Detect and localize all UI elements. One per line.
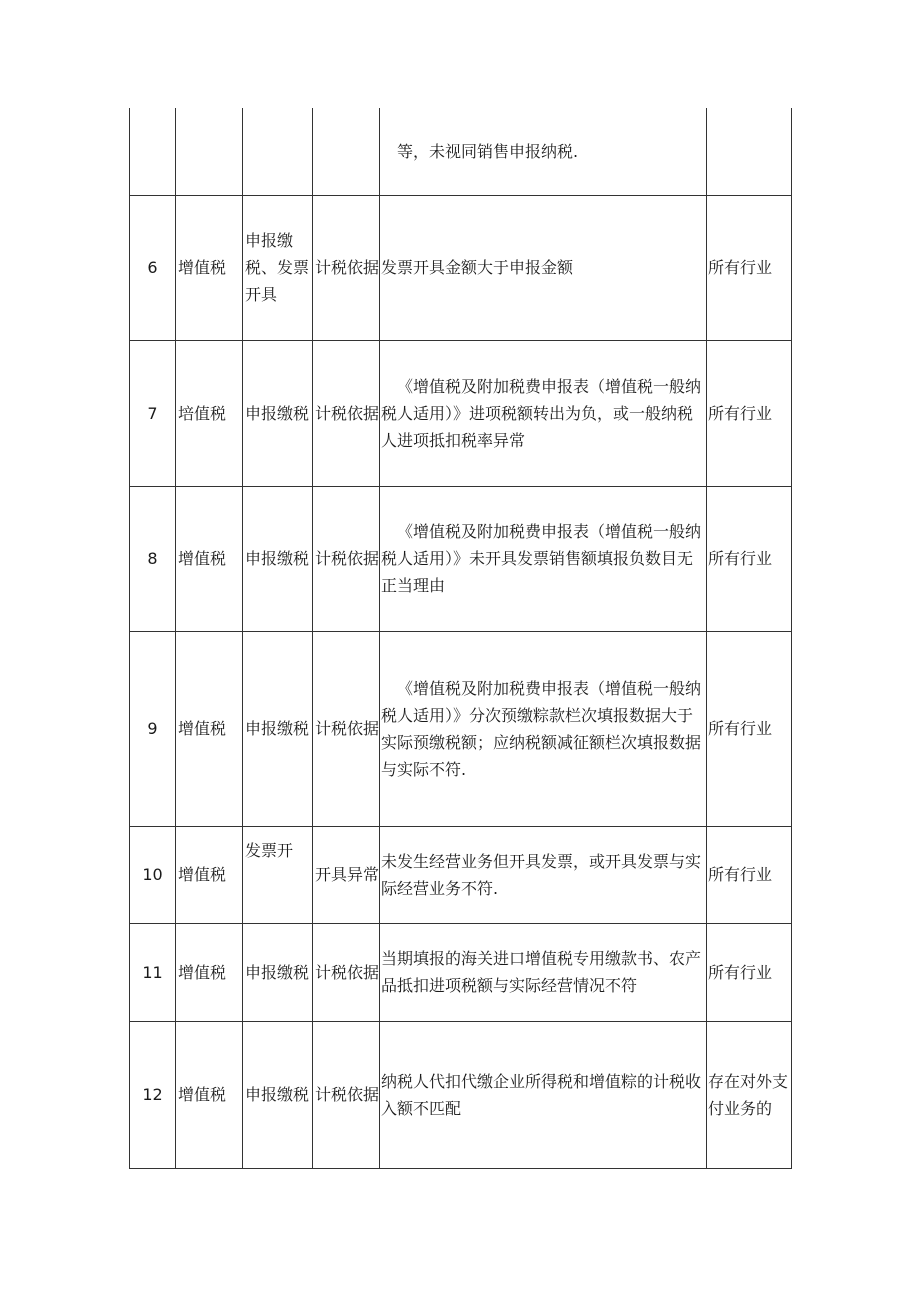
risk-category: 计税依据 bbox=[313, 340, 380, 486]
risk-category: 计税依据 bbox=[313, 195, 380, 340]
risk-link bbox=[243, 108, 313, 195]
risk-link: 申报缴税 bbox=[243, 486, 313, 631]
tax-type: 增值税 bbox=[176, 826, 243, 923]
row-number: 10 bbox=[130, 826, 176, 923]
table-row bbox=[130, 1021, 792, 1168]
row-number: 7 bbox=[130, 340, 176, 486]
table-row bbox=[130, 826, 792, 923]
applicable-scope: 所有行业 bbox=[707, 486, 792, 631]
row-number: 6 bbox=[130, 195, 176, 340]
applicable-scope: 所有行业 bbox=[707, 826, 792, 923]
tax-type: 增值税 bbox=[176, 1021, 243, 1168]
applicable-scope: 所有行业 bbox=[707, 631, 792, 826]
risk-description: 《增值税及附加税费申报表（增值税一般纳税人适用）》未开具发票销售额填报负数目无正当理由 bbox=[380, 486, 707, 631]
risk-link: 申报缴税 bbox=[243, 923, 313, 1021]
applicable-scope: 所有行业 bbox=[707, 923, 792, 1021]
risk-description: 未发生经营业务但开具发票，或开具发票与实际经营业务不符. bbox=[380, 826, 707, 923]
table-row bbox=[130, 631, 792, 826]
tax-risk-table bbox=[129, 108, 792, 1169]
risk-description: 当期填报的海关进口增值税专用缴款书、农产品抵扣进项税额与实际经营情况不符 bbox=[380, 923, 707, 1021]
risk-category bbox=[313, 108, 380, 195]
applicable-scope: 存在对外支付业务的 bbox=[707, 1021, 792, 1168]
risk-link: 申报缴税、发票开具 bbox=[243, 195, 313, 340]
row-number: 11 bbox=[130, 923, 176, 1021]
applicable-scope bbox=[707, 108, 792, 195]
table-row bbox=[130, 340, 792, 486]
risk-description: 等，未视同销售申报纳税. bbox=[380, 108, 707, 195]
risk-category: 计税依据 bbox=[313, 923, 380, 1021]
table-row bbox=[130, 486, 792, 631]
tax-type: 培值税 bbox=[176, 340, 243, 486]
risk-category: 开具异常 bbox=[313, 826, 380, 923]
tax-type: 增值税 bbox=[176, 923, 243, 1021]
row-number bbox=[130, 108, 176, 195]
table-row bbox=[130, 923, 792, 1021]
risk-link: 申报缴税 bbox=[243, 340, 313, 486]
risk-link: 发票开 bbox=[243, 826, 313, 923]
tax-type: 增值税 bbox=[176, 195, 243, 340]
risk-description: 发票开具金额大于申报金额 bbox=[380, 195, 707, 340]
table-row bbox=[130, 108, 792, 195]
risk-link: 申报缴税 bbox=[243, 631, 313, 826]
risk-description: 《增值税及附加税费申报表（增值税一般纳税人适用）》分次预缴粽款栏次填报数据大于实际预缴税额；应纳税额减征额栏次填报数据与实际不符. bbox=[380, 631, 707, 826]
row-number: 9 bbox=[130, 631, 176, 826]
applicable-scope: 所有行业 bbox=[707, 195, 792, 340]
applicable-scope: 所有行业 bbox=[707, 340, 792, 486]
row-number: 8 bbox=[130, 486, 176, 631]
tax-type: 增值税 bbox=[176, 486, 243, 631]
risk-description: 纳税人代扣代缴企业所得税和增值粽的计税收入额不匹配 bbox=[380, 1021, 707, 1168]
risk-link: 申报缴税 bbox=[243, 1021, 313, 1168]
risk-category: 计税依据 bbox=[313, 1021, 380, 1168]
tax-type: 增值税 bbox=[176, 631, 243, 826]
risk-category: 计税依据 bbox=[313, 486, 380, 631]
risk-description: 《增值税及附加税费申报表（增值税一般纳税人适用）》进项税额转出为负，或一般纳税人进项抵扣税率异常 bbox=[380, 340, 707, 486]
row-number: 12 bbox=[130, 1021, 176, 1168]
tax-type bbox=[176, 108, 243, 195]
risk-category: 计税依据 bbox=[313, 631, 380, 826]
table-row bbox=[130, 195, 792, 340]
